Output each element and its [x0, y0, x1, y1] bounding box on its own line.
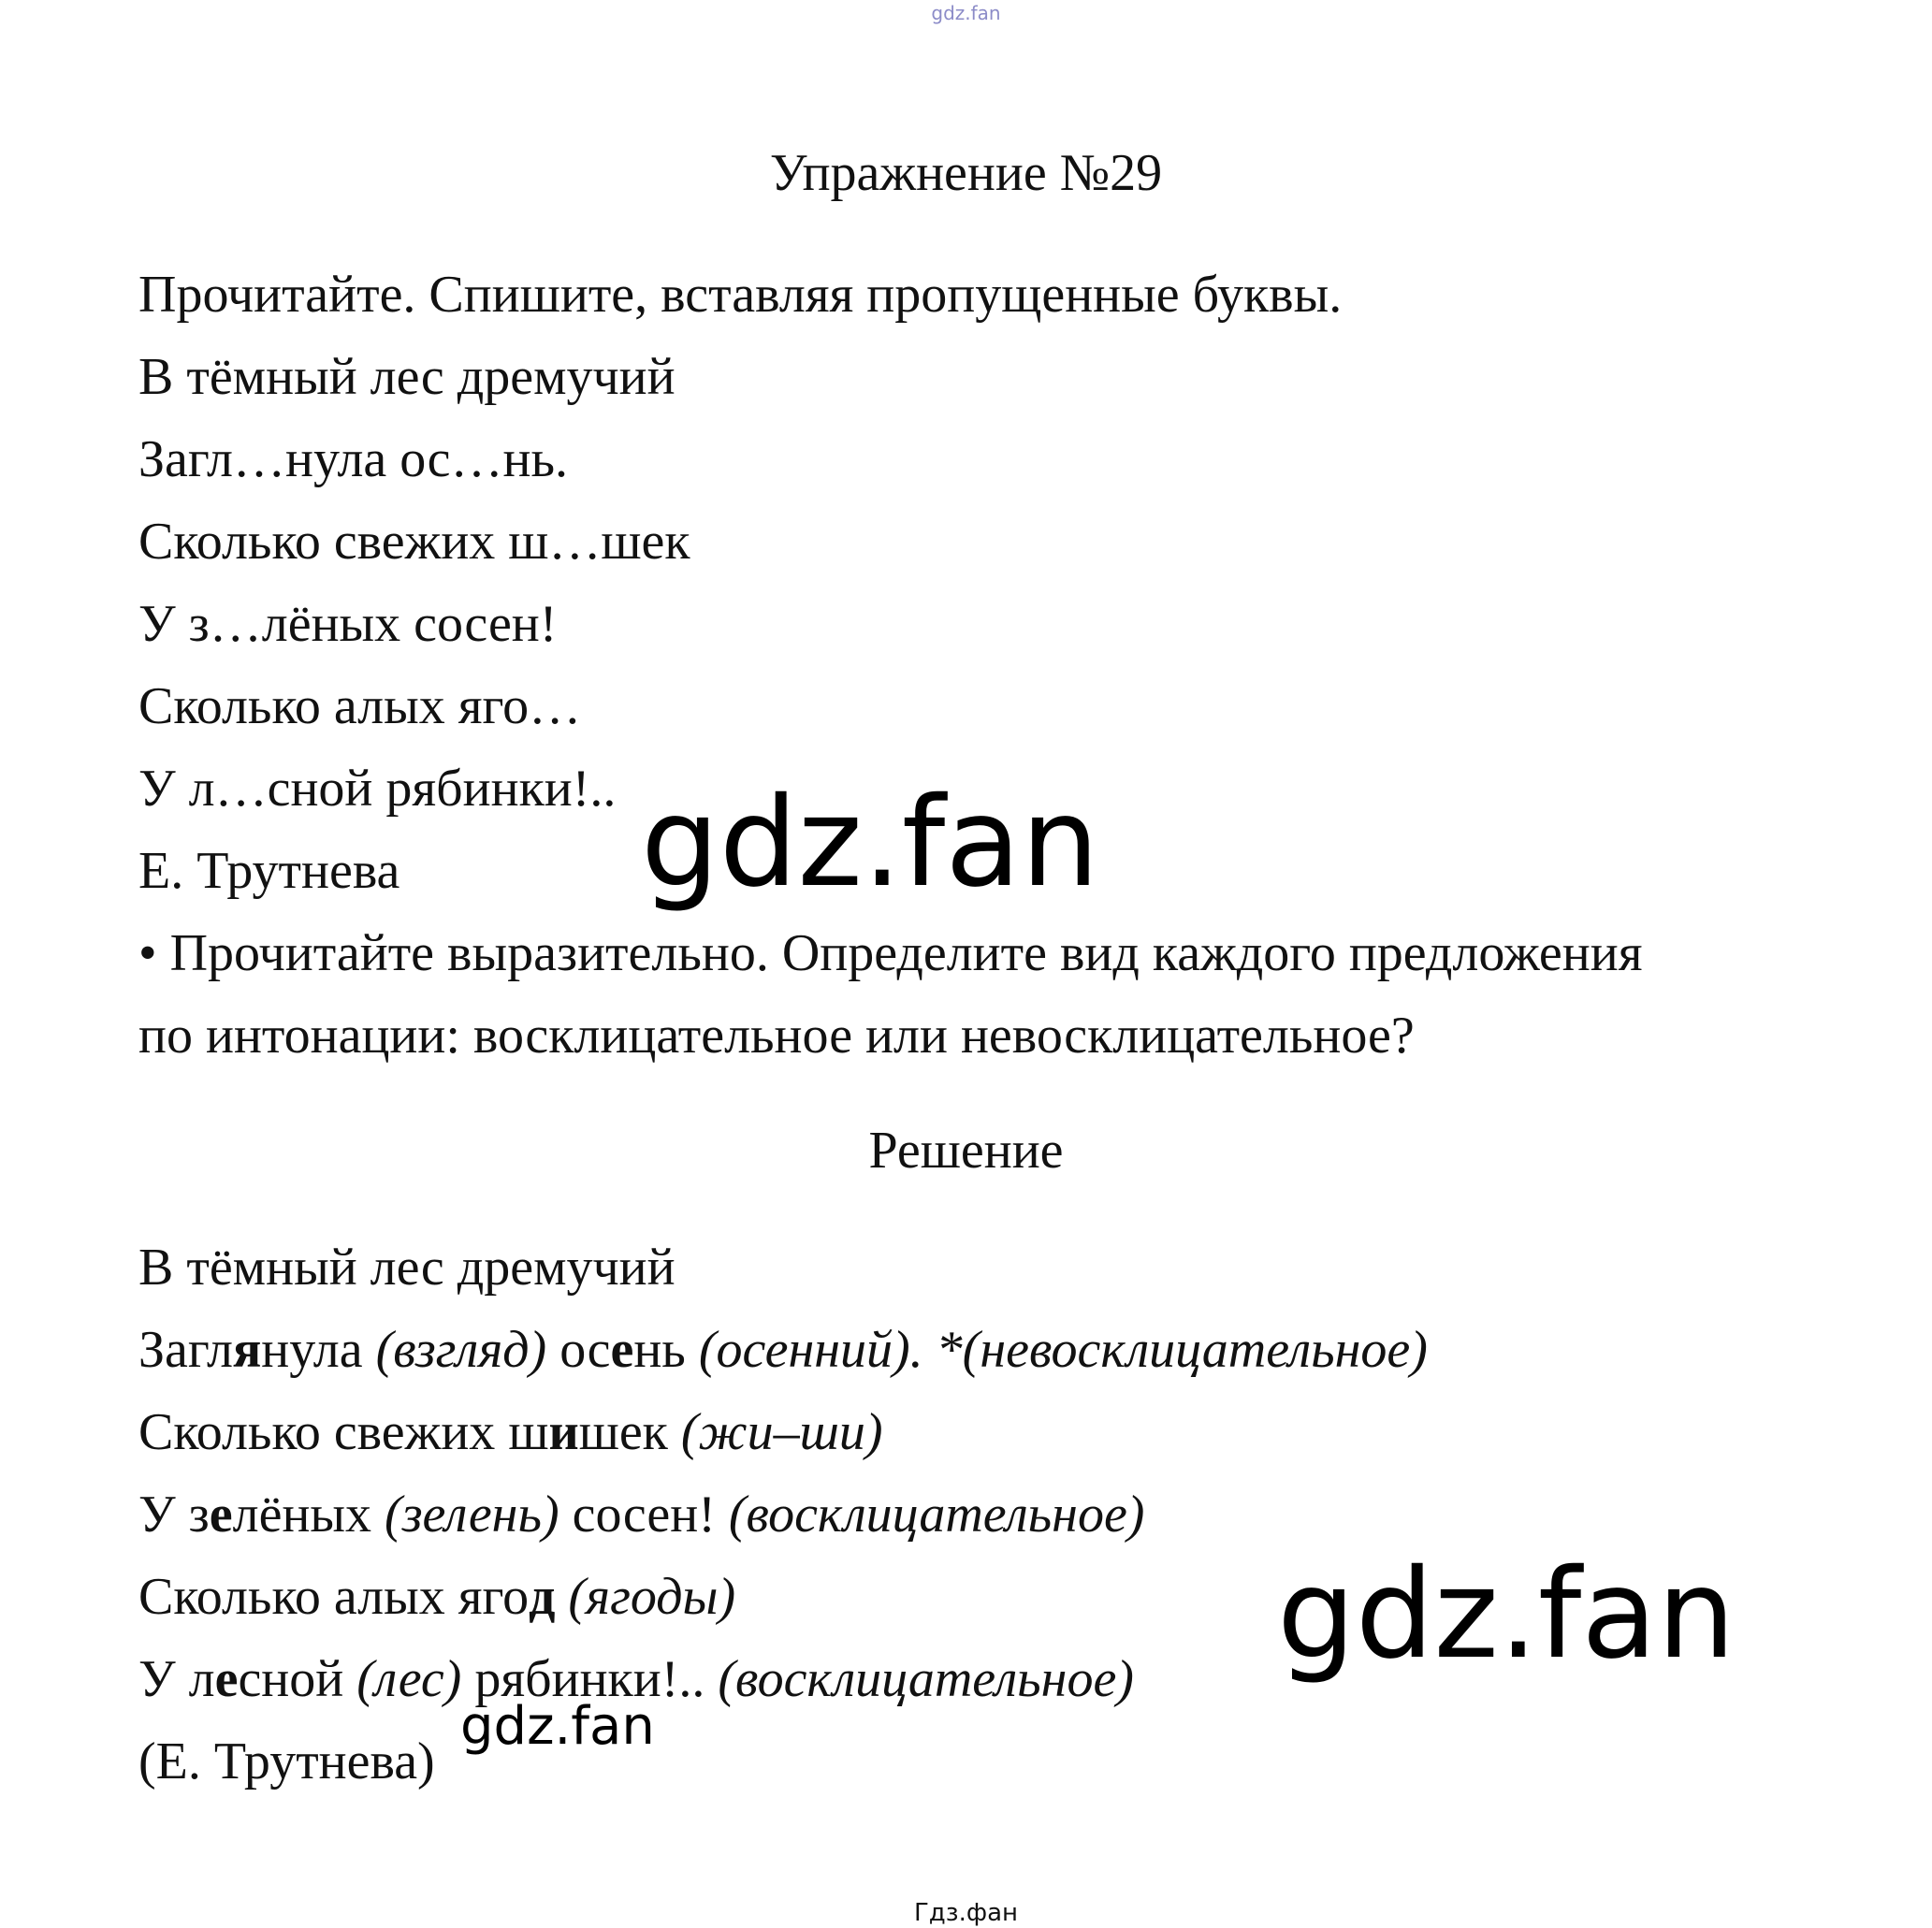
poem-line: У л…сной рябинки!.. [138, 760, 617, 818]
exercise-title: Упражнение №29 [769, 144, 1163, 202]
inserted-letter: е [610, 1321, 634, 1379]
check-word: (осенний). [698, 1321, 923, 1379]
word [555, 1568, 568, 1626]
word: рябинки!.. [461, 1650, 719, 1708]
inserted-letter: д [529, 1568, 556, 1626]
poem-author: Е. Трутнева [138, 842, 400, 900]
solution-line [138, 1391, 1823, 1473]
word: Сколько алых яго [138, 1568, 530, 1626]
poem-line: Сколько свежих ш…шек [138, 513, 690, 571]
poem-line: Сколько алых яго… [138, 677, 582, 735]
word: нь [633, 1321, 699, 1379]
task-question: • Прочитайте выразительно. Определите вид каждого предложения [138, 924, 1643, 982]
solution-line: В тёмный лес дремучий [138, 1239, 675, 1297]
check-word: (ягоды) [568, 1568, 736, 1626]
solution-title: Решение [868, 1122, 1064, 1180]
watermark: gdz.fan [641, 771, 1099, 915]
task-instruction: Прочитайте. Спишите, вставляя пропущенные буквы. [138, 266, 1343, 324]
word: У з [138, 1486, 210, 1544]
word: лёных [232, 1486, 385, 1544]
word: ш [508, 1403, 549, 1461]
poem-line: Загл…нула ос…нь. [138, 430, 569, 488]
intonation-note: (восклицательное) [728, 1486, 1145, 1544]
word: сной [238, 1650, 357, 1708]
word: шек [578, 1403, 681, 1461]
solution-line [138, 1309, 1823, 1391]
inserted-letter: е [214, 1650, 239, 1708]
check-word: (лес) [356, 1650, 462, 1708]
inserted-letter: я [232, 1321, 262, 1379]
inserted-letter: е [209, 1486, 233, 1544]
word: У л [138, 1650, 215, 1708]
solution-text [138, 1226, 1823, 1803]
word: ос [546, 1321, 611, 1379]
word: нула [261, 1321, 376, 1379]
footer-text: Гдз.фан [913, 1899, 1019, 1927]
task-text [138, 254, 1823, 1077]
watermark: gdz.fan [1277, 1543, 1736, 1687]
check-word: (жи–ши) [680, 1403, 883, 1461]
poem-line: В тёмный лес дремучий [138, 348, 675, 406]
top-watermark: gdz.fan [931, 2, 1001, 24]
intonation-note: *(невосклицательное) [922, 1321, 1428, 1379]
inserted-letter: и [548, 1403, 579, 1461]
intonation-note: (восклицательное) [718, 1650, 1134, 1708]
word: сосен! [559, 1486, 729, 1544]
word: Сколько свежих [138, 1403, 509, 1461]
check-word: (взгляд) [375, 1321, 547, 1379]
solution-author: (Е. Трутнева) [138, 1732, 435, 1790]
task-question: по интонации: восклицательное или невосклицательное? [138, 1007, 1415, 1065]
check-word: (зелень) [385, 1486, 559, 1544]
watermark: gdz.fan [460, 1696, 655, 1757]
poem-line: У з…лёных сосен! [138, 595, 558, 653]
word: Загл [138, 1321, 233, 1379]
